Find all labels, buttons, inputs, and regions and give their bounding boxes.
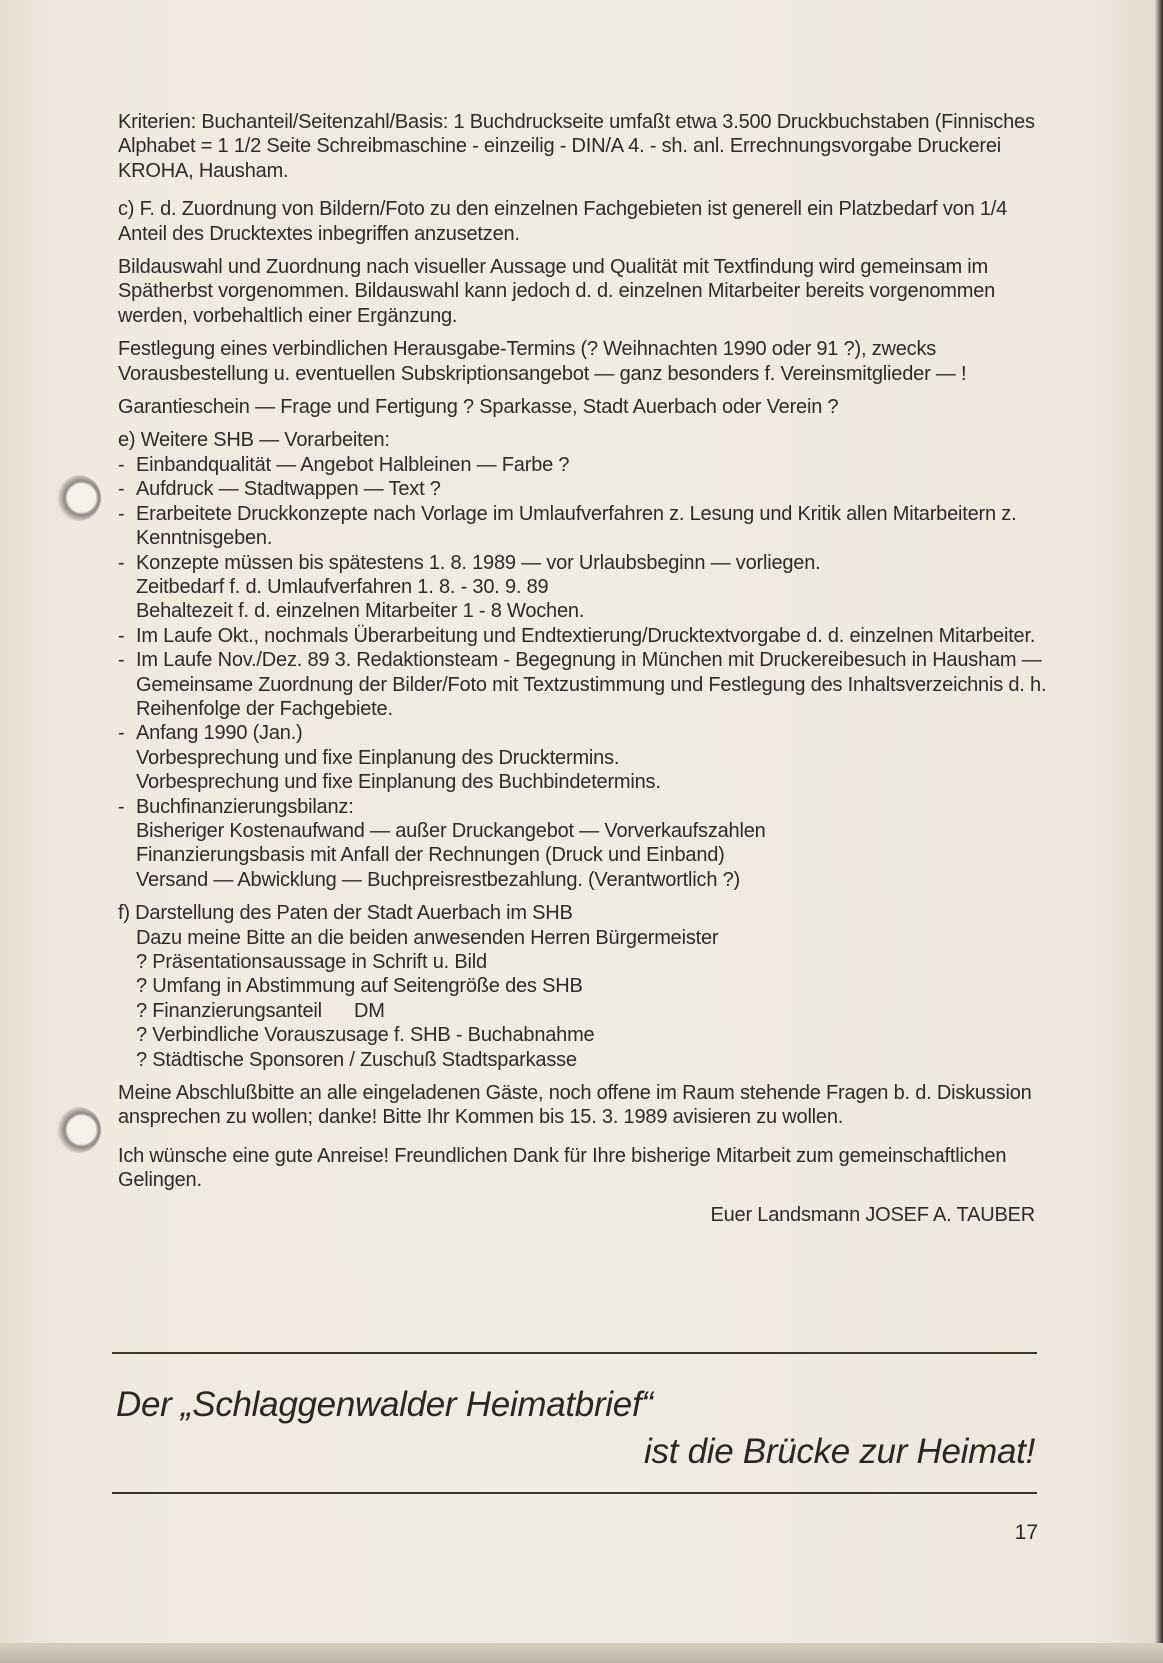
list-item: - Im Laufe Okt., nochmals Überarbeitung und Endtextierung/Drucktextvorgabe d. d. einzelnen Mitarbeiter. [118,624,1053,648]
section-f-question: ? Präsentationsaussage in Schrift u. Bild [136,951,487,973]
list-subline: Zeitbedarf f. d. Umlaufverfahren 1. 8. - 30. 9. 89 [136,575,549,598]
page-bottom-edge [0,1643,1163,1663]
section-f-question: ? Finanzierungsanteil DM [136,999,385,1022]
paragraph-garantieschein: Garantieschein — Frage und Fertigung ? Sparkasse, Stadt Auerbach oder Verein ? [118,396,839,419]
page-right-edge [1155,0,1163,1663]
paragraph-c-zuordnung: c) F. d. Zuordnung von Bildern/Foto zu den einzelnen Fachgebieten ist generell ein Platzbedarf von 1/4 Anteil des Drucktextes inbegriffen anzusetzen. [118,198,1008,245]
paragraph-kriterien: Kriterien: Buchanteil/Seitenzahl/Basis: 1 Buchdruckseite umfaßt etwa 3.500 Druckbuchstaben (Finnisches Alphabet = 1 1/2 Seite Schreibmaschine - einzeilig - DIN/A 4. - sh. anl. Errechnungsvorgabe Druckerei KROHA, Hausham. [118,111,1035,182]
list-item-anfang: - Anfang 1990 (Jan.) [118,721,1053,745]
slogan-line-1: Der „Schlaggenwalder Heimatbrief“ [116,1385,653,1424]
list-subline: Versand — Abwicklung — Buchpreisrestbezahlung. (Verantwortlich ?) [136,868,740,891]
section-f-question: ? Umfang in Abstimmung auf Seitengröße des SHB [136,975,583,998]
list-subline: Behaltezeit f. d. einzelnen Mitarbeiter 1 - 8 Wochen. [136,600,585,623]
list-subline: Vorbesprechung und fixe Einplanung des Drucktermins. [136,746,620,769]
section-f-intro: Dazu meine Bitte an die beiden anwesenden Herren Bürgermeister [136,926,719,949]
page-number: 17 [1014,1521,1038,1544]
paragraph-gute-anreise: Ich wünsche eine gute Anreise! Freundlichen Dank für Ihre bisherige Mitarbeit zum gemeinschaftlichen Gelingen. [118,1144,1007,1192]
list-item-finanzierung: - Buchfinanzierungsbilanz: [118,795,1053,819]
slogan-line-2: ist die Brücke zur Heimat! [644,1432,1035,1471]
section-f-question: ? Verbindliche Vorauszusage f. SHB - Buchabnahme [136,1024,595,1047]
list-item: - Erarbeitete Druckkonzepte nach Vorlage im Umlaufverfahren z. Lesung und Kritik allen Mitarbeitern z. Kenntnisgeben. [118,502,1053,551]
list-item: - Aufdruck — Stadtwappen — Text ? [118,477,1053,501]
divider-bottom [112,1492,1037,1494]
letter-body [118,110,1053,1227]
list-subline: Finanzierungsbasis mit Anfall der Rechnungen (Druck und Einband) [136,844,725,867]
section-f-heading: f) Darstellung des Paten der Stadt Auerbach im SHB [118,902,573,925]
paragraph-abschlussbitte: Meine Abschlußbitte an alle eingeladenen Gäste, noch offene im Raum stehende Fragen b. d. Diskussion ansprechen zu wollen; danke! Bitte Ihr Kommen bis 15. 3. 1989 avisieren zu wollen. [118,1082,1032,1129]
list-subline: Vorbesprechung und fixe Einplanung des Buchbindetermins. [136,771,661,794]
divider-top [112,1352,1037,1354]
punch-hole-top [55,475,101,521]
list-subline: Bisheriger Kostenaufwand — außer Druckangebot — Vorverkaufszahlen [136,819,766,842]
paragraph-e-vorarbeiten: e) Weitere SHB — Vorarbeiten: [118,429,390,452]
section-f-question: ? Städtische Sponsoren / Zuschuß Stadtsparkasse [136,1048,577,1071]
paragraph-bildauswahl: Bildauswahl und Zuordnung nach visueller Aussage und Qualität mit Textfindung wird gemeinsam im Spätherbst vorgenommen. Bildauswahl kann jedoch d. d. einzelnen Mitarbeiter bereits vorgenommen werden, vorbehaltlich einer Ergänzung. [118,256,996,327]
list-item: - Konzepte müssen bis spätestens 1. 8. 1989 — vor Urlaubsbeginn — vorliegen. [118,551,1053,575]
list-item: - Im Laufe Nov./Dez. 89 3. Redaktionsteam - Begegnung in München mit Druckereibesuch in Hausham — Gemeinsame Zuordnung der Bilder/Foto mit Textzustimmung und Festlegung des Inhaltsverzeichnis d. h. Reihenfolge der Fachgebiete. [118,648,1053,721]
paragraph-herausgabe-termin: Festlegung eines verbindlichen Herausgabe-Termins (? Weihnachten 1990 oder 91 ?), zwecks Vorausbestellung u. eventuellen Subskriptionsangebot — ganz besonders f. Vereinsmitglieder — ! [118,338,967,385]
signature: Euer Landsmann JOSEF A. TAUBER [710,1203,1035,1226]
list-item: - Einbandqualität — Angebot Halbleinen — Farbe ? [118,453,1053,477]
punch-hole-bottom [55,1107,101,1153]
